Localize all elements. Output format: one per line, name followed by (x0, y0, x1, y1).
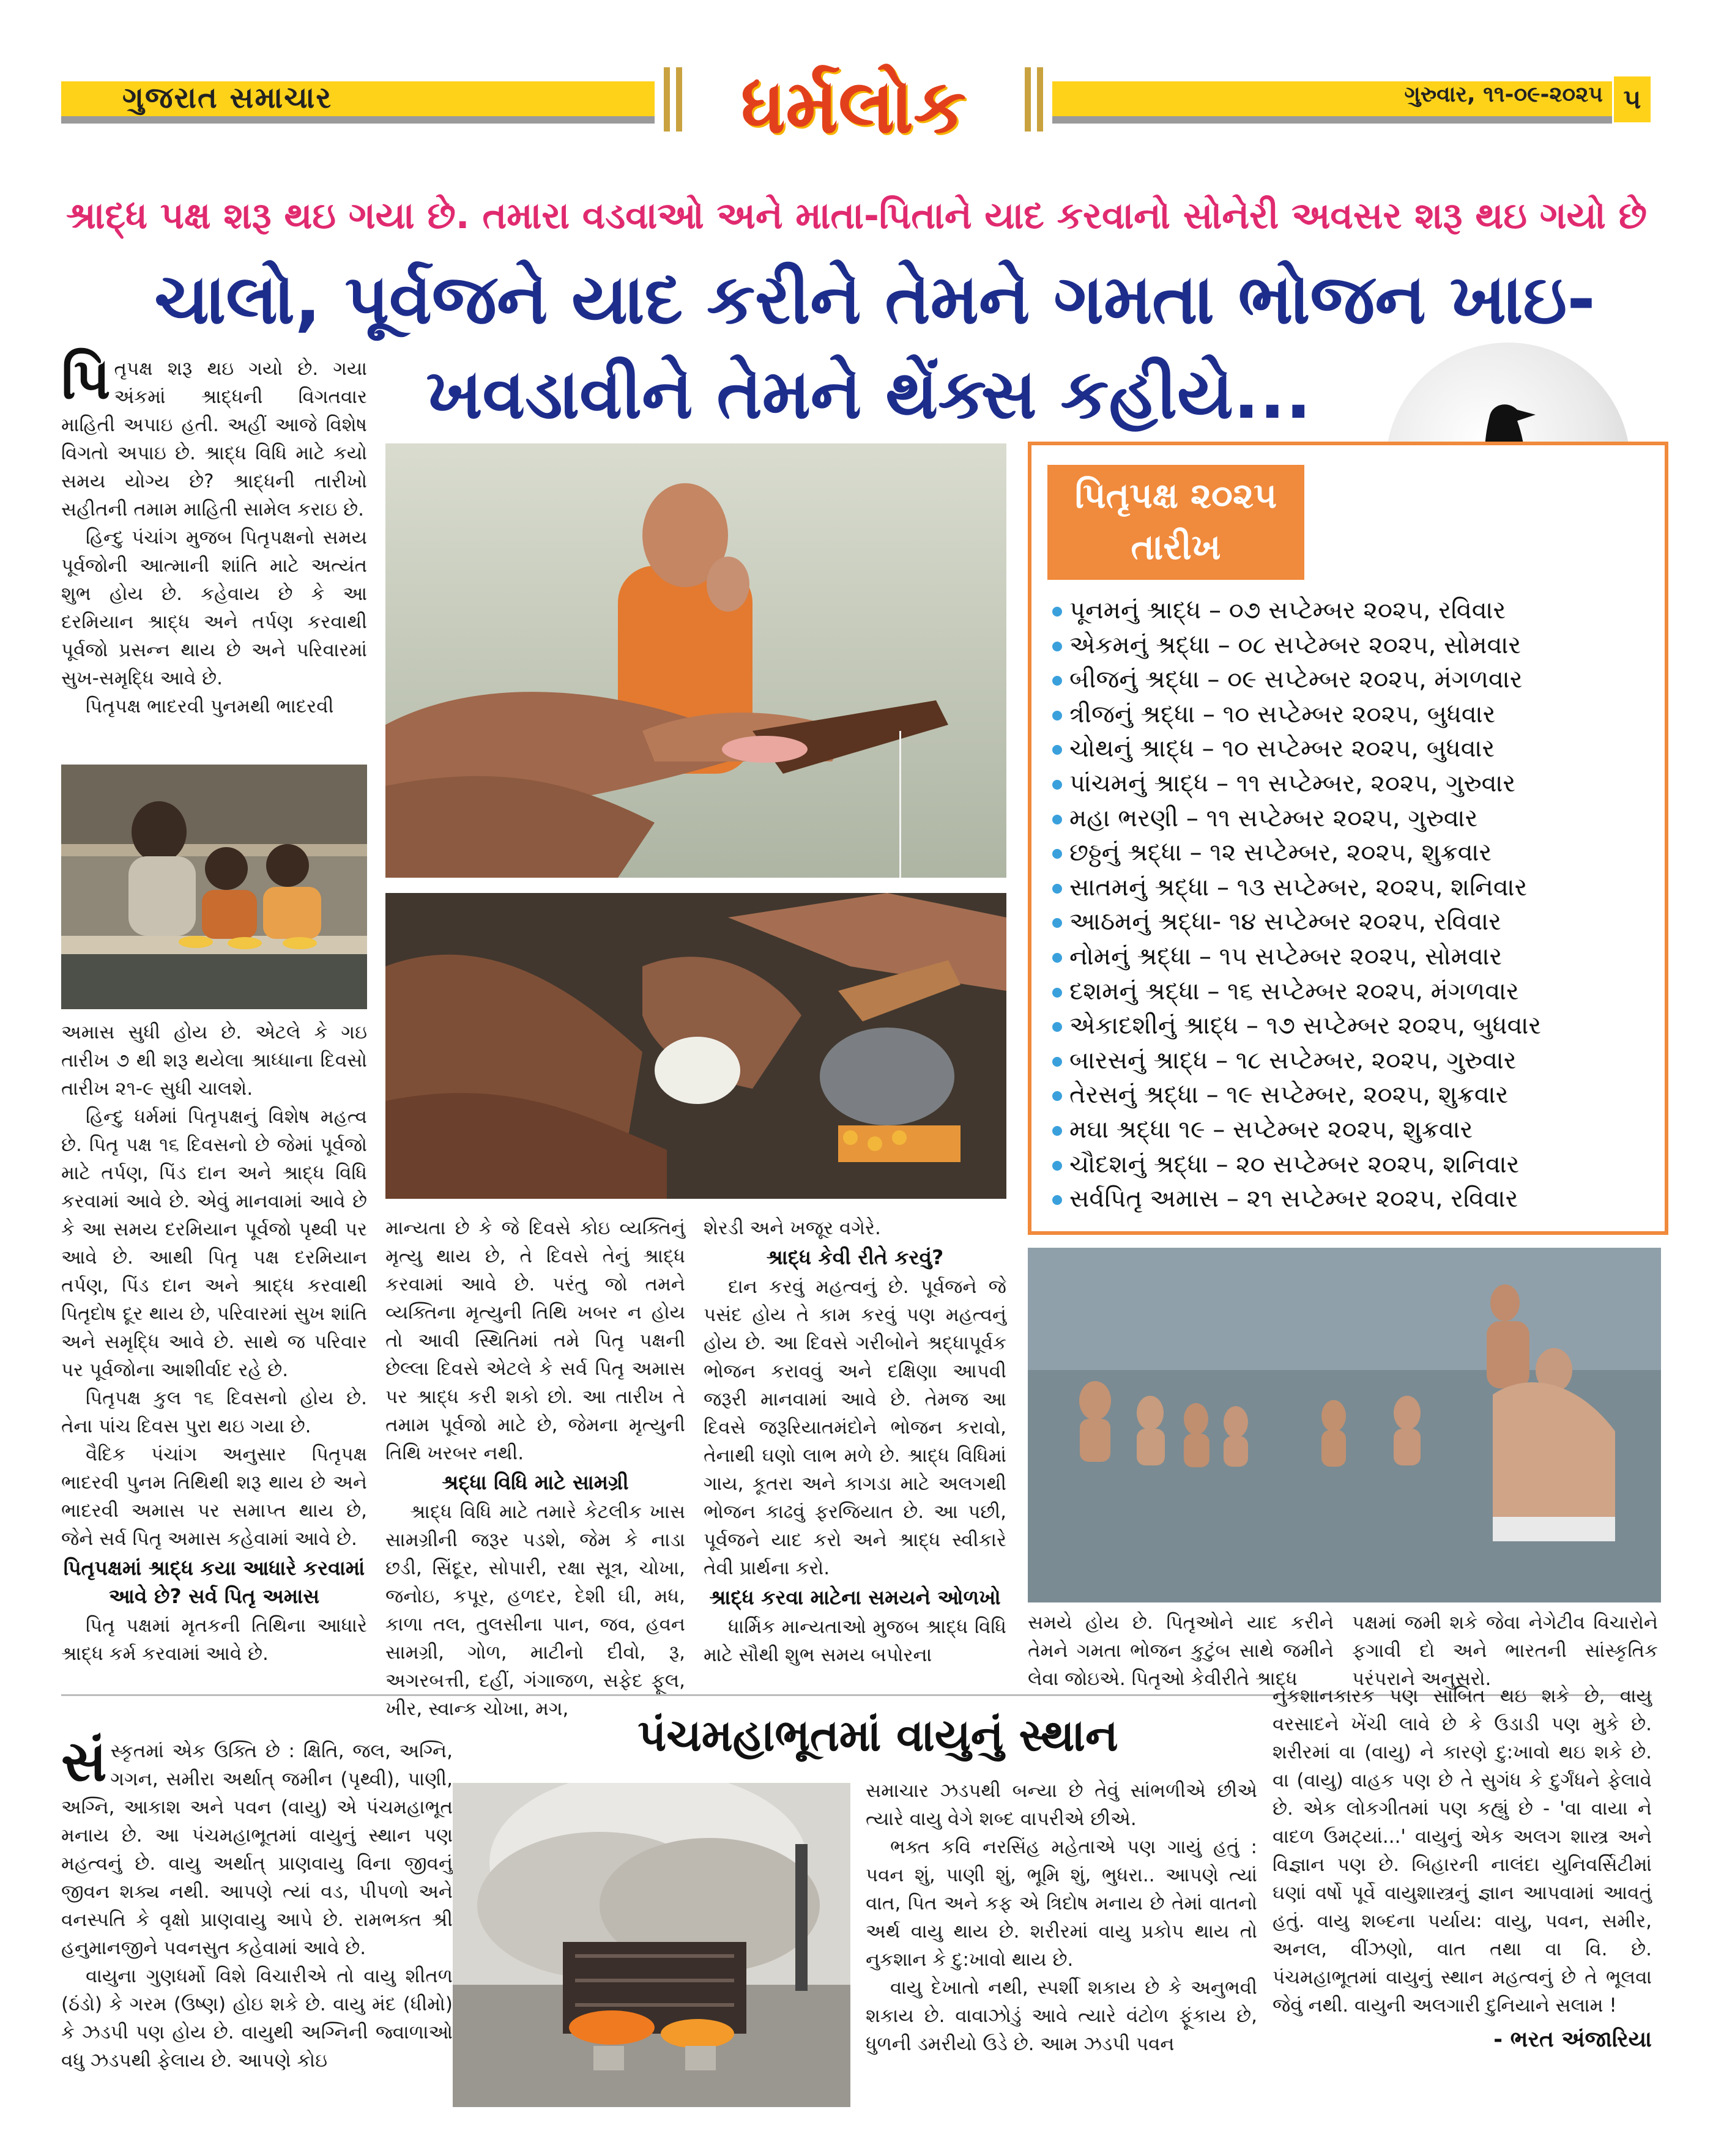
section-logo: ધર્મલોક (740, 62, 967, 150)
list-item: પાંચમનું શ્રાદ્ધ – ૧૧ સપ્ટેમ્બર, ૨૦૨૫, ગુરુવાર (1052, 766, 1652, 801)
article1-column3 (704, 1214, 1006, 1669)
kicker: શ્રાદ્ધ પક્ષ શરૂ થઇ ગયા છે. તમારા વડવાઓ અને માતા-પિતાને યાદ કરવાનો સોનેરી અવસર શરૂ થઇ ગયો છે (65, 194, 1648, 237)
bullet-icon (1052, 745, 1062, 755)
paragraph: શ્રાદ્ધ વિધિ માટે તમારે કેટલીક ખાસ સામગ્રીની જરૂર પડશે, જેમ કે નાડા છડી, સિંદૂર, સોપારી, રક્ષા સૂત્ર, ચોખા, જનોઇ, કપૂર, હળદર, દેશી ઘી, મધ, કાળા તલ, તુલસીના પાન, જવ, હવન સામગ્રી, ગોળ, માટીનો દીવો, રૂ, અગરબત્તી, દહીં, ગંગાજળ, સફેદ ફૂલ, ખીર, સ્વાન્ક ચોખા, મગ, (385, 1501, 685, 1720)
ornament-line (1025, 67, 1031, 132)
subhead: શ્રાદ્ધ કેવી રીતે કરવું? (766, 1245, 944, 1269)
article2-column2 (866, 1777, 1257, 2058)
paragraph: પિતૃપક્ષ ભાદરવી પુનમથી ભાદરવી (86, 695, 334, 717)
article2-column3 (1273, 1682, 1652, 2054)
paragraph: નુકશાનકારક પણ સાબિત થઇ શકે છે, વાયુ વરસાદને ખેંચી લાવે છે કે ઉડાડી પણ મુકે છે. શરીરમાં વા (વાયુ) ને કારણે દુ:ખાવો થઇ શકે છે. વા (વાયુ) વાહક પણ છે તે સુગંધ કે દુર્ગંધને ફેલાવે છે. એક લોકગીતમાં પણ કહ્યું છે - 'વા વાયા ને વાદળ ઉમટ્યાં...' વાયુનું એક અલગ શાસ્ત્ર અને વિજ્ઞાન પણ છે. બિહારની નાલંદા યુનિવર્સિટીમાં ઘણાં વર્ષો પૂર્વે વાયુશાસ્ત્રનું જ્ઞાન આપવામાં આવતું હતું. વાયુ શબ્દના પર્યાય: વાયુ, પવન, સમીર, અનલ, વીંઝણો, વાત તથા વા વિ. છે. પંચમહાભૂતમાં વાયુનું સ્થાન મહત્વનું છે તે ભૂલવા જેવું નથી. વાયુની અલગારી દુનિયાને સલામ ! (1273, 1685, 1652, 2017)
paragraph: પિતૃપક્ષ કુલ ૧૬ દિવસનો હોય છે. તેના પાંચ દિવસ પુરા થઇ ગયા છે. (61, 1387, 367, 1437)
list-item: મઘા શ્રદ્ધા ૧૯ – સપ્ટેમ્બર ૨૦૨૫, શુક્રવાર (1052, 1113, 1652, 1147)
bullet-icon (1052, 607, 1062, 617)
dropcap: સં (61, 1728, 107, 1794)
list-item: પૂનમનું શ્રાદ્ધ – ૦૭ સપ્ટેમ્બર ૨૦૨૫, રવિવાર (1052, 593, 1652, 628)
ornament-line (1037, 67, 1043, 132)
paragraph: શેરડી અને ખજૂર વગેરે. (704, 1217, 881, 1239)
paragraph: માન્યતા છે કે જે દિવસે કોઇ વ્યક્તિનું મૃત્યુ થાય છે, તે દિવસે તેનું શ્રાદ્ધ કરવામાં આવે છે. પરંતુ જો તમને વ્યક્તિના મૃત્યુની તિથિ ખબર ન હોય તો આવી સ્થિતિમાં તમે પિતૃ પક્ષની છેલ્લા દિવસે એટલે કે સર્વ પિતૃ અમાસ પર શ્રાદ્ધ કરી શકો છો. આ તારીખ તે તમામ પૂર્વજો માટે છે, જેમના મૃત્યુની તિથિ ખરબર નથી. (385, 1217, 685, 1464)
issue-date: ગુરુવાર, ૧૧-૦૯-૨૦૨૫ (1404, 82, 1603, 107)
list-item: તેરસનું શ્રદ્ધા – ૧૯ સપ્ટેમ્બર, ૨૦૨૫, શુક્રવાર (1052, 1078, 1652, 1113)
list-item: દશમનું શ્રદ્ધા – ૧૬ સપ્ટેમ્બર ૨૦૨૫, મંગળવાર (1052, 974, 1652, 1009)
paragraph: વાયુના ગુણધર્મો વિશે વિચારીએ તો વાયુ શીતળ (ઠંડો) કે ગરમ (ઉષ્ણ) હોઇ શકે છે. વાયુ મંદ (ધીમો) કે ઝડપી પણ હોય છે. વાયુથી અગ્નિની જ્વાળાઓ વધુ ઝડપથી ફેલાય છે. આપણે કોઇ (61, 1965, 453, 2072)
bullet-icon (1052, 815, 1062, 824)
list-item: એકમનું શ્રદ્ધા – ૦૮ સપ્ટેમ્બર ૨૦૨૫, સોમવાર (1052, 628, 1652, 663)
article2-column1 (61, 1728, 453, 2075)
dropcap: પિ (61, 346, 111, 412)
list-item: ચોથનું શ્રાદ્ધ – ૧૦ સપ્ટેમ્બર ૨૦૨૫, બુધવાર (1052, 732, 1652, 766)
dates-box-title-line1: પિતૃપક્ષ ૨૦૨૫ (1074, 475, 1277, 516)
header-rule-left (61, 116, 655, 124)
bullet-icon (1052, 1195, 1062, 1205)
bullet-icon (1052, 676, 1062, 686)
paragraph: હિન્દુ ધર્મમાં પિતૃપક્ષનું વિશેષ મહત્વ છે. પિતૃ પક્ષ ૧૬ દિવસનો છે જેમાં પૂર્વજો માટે તર્પણ, પિંડ દાન અને શ્રાદ્ધ વિધિ કરવામાં આવે છે. એવું માનવામાં આવે છે કે આ સમય દરમિયાન પૂર્વજો પૃથ્વી પર આવે છે. આથી પિતૃ પક્ષ દરમિયાન તર્પણ, પિંડ દાન અને શ્રાદ્ધ કરવાથી પિતૃદોષ દૂર થાય છે, પરિવારમાં સુખ શાંતિ અને સમૃદ્ધિ આવે છે. સાથે જ પરિવાર પર પૂર્વજોના આશીર્વાદ રહે છે. (61, 1106, 367, 1381)
list-item: છઠ્ઠનું શ્રદ્ધા – ૧૨ સપ્ટેમ્બર, ૨૦૨૫, શુક્રવાર (1052, 835, 1652, 870)
photo-ghat-lamps (61, 765, 367, 1009)
bullet-icon (1052, 1091, 1062, 1101)
paragraph: હિન્દુ પંચાંગ મુજબ પિતૃપક્ષનો સમય પૂર્વજોની આત્માની શાંતિ માટે અત્યંત શુભ હોય છે. કહેવાય છે કે આ દરમિયાન શ્રાદ્ધ અને તર્પણ કરવાથી પૂર્વજો પ્રસન્ન થાય છે અને પરિવારમાં સુખ-સમૃદ્ધિ આવે છે. (61, 527, 367, 689)
subhead: શ્રદ્ધા વિધિ માટે સામગ્રી (442, 1470, 629, 1494)
dates-box-title (1047, 465, 1304, 580)
headline-line1: ચાલો, પૂર્વજને યાદ કરીને તેમને ગમતા ભોજન ખાઇ- (154, 260, 1596, 339)
list-item: ત્રીજનું શ્રદ્ધા – ૧૦ સપ્ટેમ્બર ૨૦૨૫, બુધવાર (1052, 697, 1652, 732)
list-item: એકાદશીનું શ્રાદ્ધ – ૧૭ સપ્ટેમ્બર ૨૦૨૫, બુધવાર (1052, 1009, 1652, 1043)
list-item: સર્વપિતૃ અમાસ – ૨૧ સપ્ટેમ્બર ૨૦૨૫, રવિવાર (1052, 1182, 1652, 1217)
list-item: મહા ભરણી – ૧૧ સપ્ટેમ્બર ૨૦૨૫, ગુરુવાર (1052, 801, 1652, 836)
bullet-icon (1052, 1057, 1062, 1067)
paragraph: દાન કરવું મહત્વનું છે. પૂર્વજને જે પસંદ હોય તે કામ કરવું પણ મહત્વનું હોય છે. આ દિવસે ગરીબોને શ્રદ્ધાપૂર્વક ભોજન કરાવવું અને દક્ષિણા આપવી જરૂરી માનવામાં આવે છે. તેમજ આ દિવસે જરૂરિયાતમંદોને ભોજન કરાવો, તેનાથી ઘણો લાભ મળે છે. શ્રાદ્ધ વિધિમાં ગાય, કૂતરા અને કાગડા માટે અલગથી ભોજન કાઢવું ફરજિયાત છે. આ પછી, પૂર્વજને યાદ કરો અને શ્રાદ્ધ સ્વીકારે તેવી પ્રાર્થના કરો. (704, 1276, 1006, 1579)
page-number: ૫ (1614, 76, 1651, 122)
bullet-icon (1052, 884, 1062, 894)
paragraph: તૃપક્ષ શરૂ થઇ ગયો છે. ગયા અંકમાં શ્રાદ્ધની વિગતવાર માહિતી અપાઇ હતી. અહીં આજે વિશેષ વિગતો અપાઇ છે. શ્રાદ્ધ વિધિ માટે કયો સમય યોગ્ય છે? શ્રાદ્ધની તારીખો સહીતની તમામ માહિતી સામેલ કરાઇ છે. (61, 358, 367, 520)
list-item: સાતમનું શ્રદ્ધા – ૧૩ સપ્ટેમ્બર, ૨૦૨૫, શનિવાર (1052, 870, 1652, 905)
dates-box-title-line2: તારીખ (1131, 526, 1221, 568)
bullet-icon (1052, 953, 1062, 963)
subhead: શ્રાદ્ધ કરવા માટેના સમયને ઓળખો (709, 1585, 1001, 1609)
article1-column5 (1352, 1609, 1658, 1693)
bullet-icon (1052, 1022, 1062, 1032)
paragraph: સમાચાર ઝડપથી બન્યા છે તેવું સાંભળીએ છીએ ત્યારે વાયુ વેગે શબ્દ વાપરીએ છીએ. (866, 1780, 1257, 1830)
subhead: પિતૃપક્ષમાં શ્રાદ્ધ કયા આધારે કરવામાં આવે છે? સર્વ પિતૃ અમાસ (63, 1556, 365, 1608)
photo-river-ritual (1028, 1248, 1661, 1602)
paragraph: અમાસ સુધી હોય છે. એટલે કે ગઇ તારીખ ૭ થી શરૂ થયેલા શ્રાધ્ધાના દિવસો તારીખ ૨૧-૯ સુધી ચાલશે. (61, 1021, 367, 1100)
article1-column1-top (61, 346, 367, 721)
dates-list (1052, 593, 1652, 1217)
photo-tarpan-offering (385, 443, 1006, 878)
bullet-icon (1052, 988, 1062, 998)
paragraph: ધાર્મિક માન્યતાઓ મુજબ શ્રાદ્ધ વિધિ માટે સૌથી શુભ સમય બપોરના (704, 1616, 1006, 1666)
ornament-line (664, 67, 670, 132)
paragraph: પક્ષમાં જમી શકે જેવા નેગેટીવ વિચારોને ફગાવી દો અને ભારતની સાંસ્કૃતિક પરંપરાને અનુસરો. (1352, 1612, 1658, 1690)
bullet-icon (1052, 849, 1062, 859)
headline-line2: ખવડાવીને તેમને થેંક્સ કહીયે... (426, 355, 1312, 434)
bullet-icon (1052, 780, 1062, 790)
article1-column1-bottom (61, 1018, 367, 1668)
paragraph: વૈદિક પંચાંગ અનુસાર પિતૃપક્ષ ભાદરવી પુનમ તિથિથી શરૂ થાય છે અને ભાદરવી અમાસ પર સમાપ્ત થાય છે, જેને સર્વ પિતૃ અમાસ કહેવામાં આવે છે. (61, 1443, 367, 1550)
bullet-icon (1052, 1126, 1062, 1136)
photo-pyre-smoke (453, 1783, 850, 2107)
article2-title: પંચમહાભૂતમાં વાયુનું સ્થાન (637, 1710, 1118, 1761)
paper-name: ગુજરાત સમાચાર (122, 81, 333, 115)
list-item: બારસનું શ્રાદ્ધ – ૧૮ સપ્ટેમ્બર, ૨૦૨૫, ગુરુવાર (1052, 1043, 1652, 1078)
paragraph: સમયે હોય છે. પિતૃઓને યાદ કરીને તેમને ગમતા ભોજન કુટુંબ સાથે જમીને લેવા જોઇએ. પિતૃઓ કેવીરીતે શ્રાદ્ધ (1028, 1612, 1334, 1690)
bullet-icon (1052, 711, 1062, 721)
paragraph: સ્કૃતમાં એક ઉક્તિ છે : ક્ષિતિ, જલ, અગ્નિ, ગગન, સમીરા અર્થાત્ જમીન (પૃથ્વી), પાણી, અગ્નિ, આકાશ અને પવન (વાયુ) એ પંચમહાભૂત મનાય છે. આ પંચમહાભૂતમાં વાયુનું સ્થાન પણ મહત્વનું છે. વાયુ અર્થાત્ પ્રાણવાયુ વિના જીવનું જીવન શક્ય નથી. આપણે ત્યાં વડ, પીપળો અને વનસ્પતિ કે વૃક્ષો પ્રાણવાયુ આપે છે. રામભક્ત શ્રી હનુમાનજીને પવનસુત કહેવામાં આવે છે. (61, 1740, 453, 1959)
header-rule-right (1052, 116, 1612, 124)
article1-column2 (385, 1214, 685, 1723)
paragraph: ભક્ત કવિ નરસિંહ મહેતાએ પણ ગાયું હતું : પવન શું, પાણી શું, ભૂમિ શું, ભુધરા.. આપણે ત્યાં વાત, પિત અને કફ એ ત્રિદોષ મનાય છે તેમાં વાતનો અર્થ વાયુ થાય છે. શરીરમાં વાયુ પ્રકોપ થાય તો નુકશાન કે દુ:ખાવો થાય છે. (866, 1836, 1257, 1971)
photo-pinda-daan (385, 893, 1006, 1199)
list-item: નોમનું શ્રદ્ધા – ૧૫ સપ્ટેમ્બર ૨૦૨૫, સોમવાર (1052, 939, 1652, 974)
list-item: બીજનું શ્રદ્ધા – ૦૯ સપ્ટેમ્બર ૨૦૨૫, મંગળવાર (1052, 662, 1652, 697)
article1-column4 (1028, 1609, 1334, 1693)
author-signature: - ભરત અંજારિયા (1493, 2027, 1652, 2052)
paragraph: વાયુ દેખાતો નથી, સ્પર્શી શકાય છે કે અનુભવી શકાય છે. વાવાઝોડું આવે ત્યારે વંટોળ ફૂંકાય છે, ધુળની ડમરીયો ઉડે છે. આમ ઝડપી પવન (866, 1977, 1257, 2055)
bullet-icon (1052, 642, 1062, 651)
ornament-line (676, 67, 682, 132)
list-item: આઠમનું શ્રદ્ધા- ૧૪ સપ્ટેમ્બર ૨૦૨૫, રવિવાર (1052, 905, 1652, 939)
list-item: ચૌદશનું શ્રદ્ધા – ૨૦ સપ્ટેમ્બર ૨૦૨૫, શનિવાર (1052, 1147, 1652, 1182)
bullet-icon (1052, 1161, 1062, 1171)
paragraph: પિતૃ પક્ષમાં મૃતકની તિથિના આધારે શ્રાદ્ધ કર્મ કરવામાં આવે છે. (61, 1615, 367, 1665)
bullet-icon (1052, 918, 1062, 928)
